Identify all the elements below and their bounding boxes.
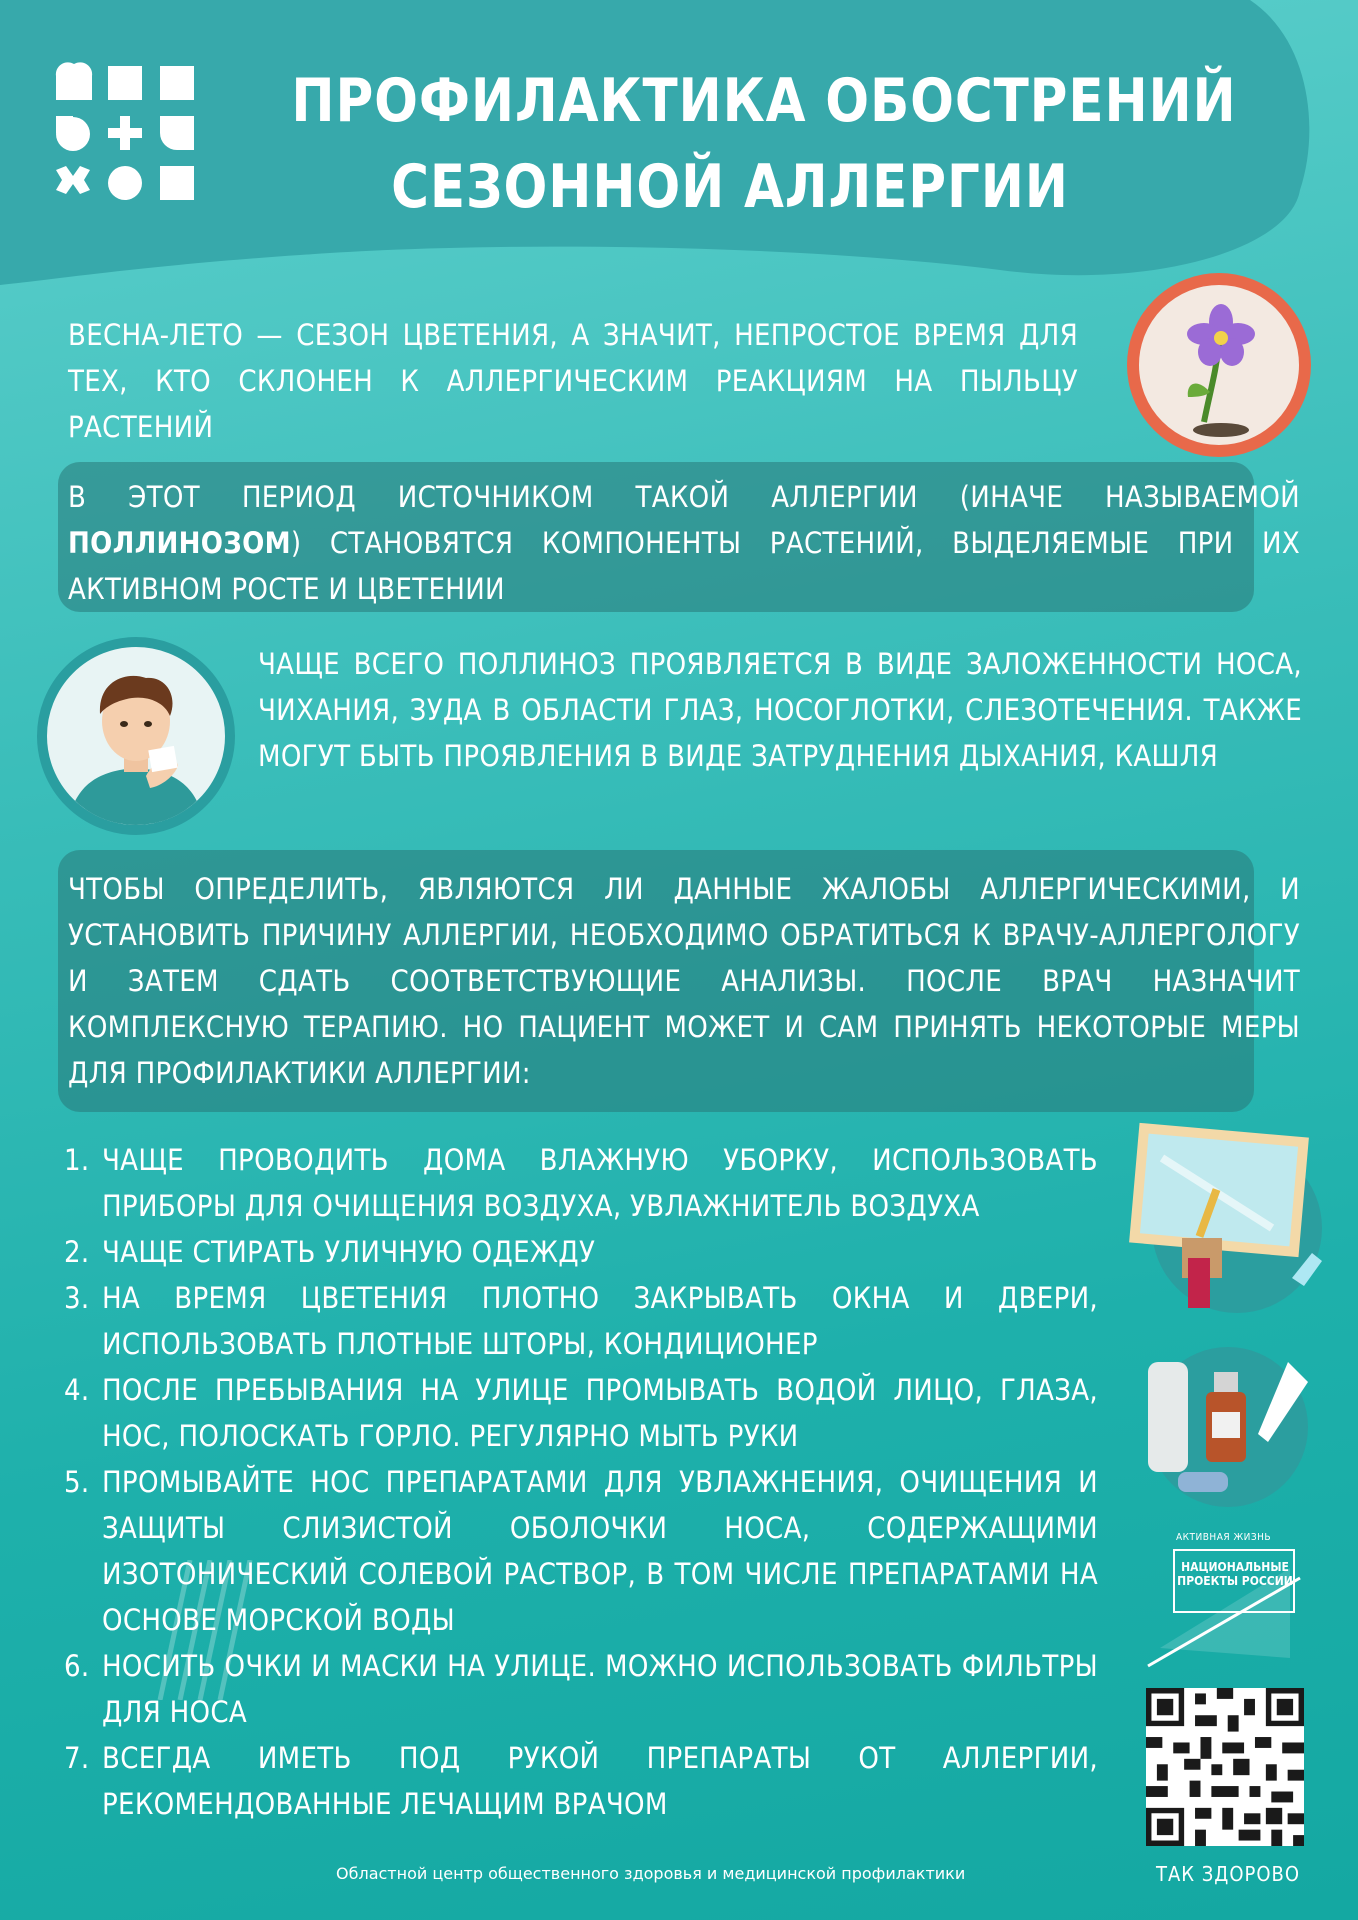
pollinosis-text [68, 474, 1300, 612]
title-line-2: СЕЗОННОЙ АЛЛЕРГИИ [391, 152, 1069, 222]
national-projects-tagline: АКТИВНАЯ ЖИЗНЬ [1176, 1532, 1272, 1543]
list-item-text: НОСИТЬ ОЧКИ И МАСКИ НА УЛИЦЕ. МОЖНО ИСПОЛЬЗОВАТЬ ФИЛЬТРЫ ДЛЯ НОСА [102, 1649, 1098, 1729]
medication-illustration [1128, 1332, 1328, 1512]
footer-organization: Областной центр общественного здоровья и медицинской профилактики [336, 1864, 966, 1883]
list-item [64, 1229, 1098, 1275]
list-item [64, 1735, 1098, 1827]
list-item-text: ВСЕГДА ИМЕТЬ ПОД РУКОЙ ПРЕПАРАТЫ ОТ АЛЛЕРГИИ, РЕКОМЕНДОВАННЫЕ ЛЕЧАЩИМ ВРАЧОМ [102, 1741, 1098, 1821]
list-item-text: ЧАЩЕ ПРОВОДИТЬ ДОМА ВЛАЖНУЮ УБОРКУ, ИСПОЛЬЗОВАТЬ ПРИБОРЫ ДЛЯ ОЧИЩЕНИЯ ВОЗДУХА, УВЛАЖНИТЕЛЬ ВОЗДУХА [102, 1143, 1098, 1223]
list-item [64, 1275, 1098, 1367]
list-item-text: ПОСЛЕ ПРЕБЫВАНИЯ НА УЛИЦЕ ПРОМЫВАТЬ ВОДОЙ ЛИЦО, ГЛАЗА, НОС, ПОЛОСКАТЬ ГОРЛО. РЕГУЛЯРНО МЫТЬ РУКИ [102, 1373, 1098, 1453]
list-item-number: 5. [64, 1465, 90, 1499]
intro-text: ВЕСНА-ЛЕТО — СЕЗОН ЦВЕТЕНИЯ, А ЗНАЧИТ, НЕПРОСТОЕ ВРЕМЯ ДЛЯ ТЕХ, КТО СКЛОНЕН К АЛЛЕРГИЧЕСКИМ РЕАКЦИЯМ НА ПЫЛЬЦУ РАСТЕНИЙ [68, 318, 1078, 444]
flower-illustration [1126, 272, 1312, 458]
list-item-number: 1. [64, 1143, 90, 1177]
qr-code[interactable] [1146, 1688, 1304, 1846]
title-line-1: ПРОФИЛАКТИКА ОБОСТРЕНИЙ [291, 66, 1237, 136]
symptoms-text: ЧАЩЕ ВСЕГО ПОЛЛИНОЗ ПРОЯВЛЯЕТСЯ В ВИДЕ ЗАЛОЖЕННОСТИ НОСА, ЧИХАНИЯ, ЗУДА В ОБЛАСТИ ГЛАЗ, НОСОГЛОТКИ, СЛЕЗОТЕЧЕНИЯ. ТАКЖЕ МОГУТ БЫТЬ ПРОЯВЛЕНИЯ В ВИДЕ ЗАТРУДНЕНИЯ ДЫХАНИЯ, КАШЛЯ [258, 647, 1302, 773]
list-item [64, 1367, 1098, 1459]
list-item-number: 7. [64, 1741, 90, 1775]
list-item-number: 2. [64, 1235, 90, 1269]
diagnosis-text: ЧТОБЫ ОПРЕДЕЛИТЬ, ЯВЛЯЮТСЯ ЛИ ДАННЫЕ ЖАЛОБЫ АЛЛЕРГИЧЕСКИМИ, И УСТАНОВИТЬ ПРИЧИНУ АЛЛЕРГИИ, НЕОБХОДИМО ОБРАТИТЬСЯ К ВРАЧУ-АЛЛЕРГОЛОГУ И ЗАТЕМ СДАТЬ СООТВЕТСТВУЮЩИЕ АНАЛИЗЫ. ПОСЛЕ ВРАЧ НАЗНАЧИТ КОМПЛЕКСНУЮ ТЕРАПИЮ. НО ПАЦИЕНТ МОЖЕТ И САМ ПРИНЯТЬ НЕКОТОРЫЕ МЕРЫ ДЛЯ ПРОФИЛАКТИКИ АЛЛЕРГИИ: [68, 872, 1300, 1090]
page-title [291, 58, 1237, 230]
list-item [64, 1643, 1098, 1735]
pollinosis-text-part1: В ЭТОТ ПЕРИОД ИСТОЧНИКОМ ТАКОЙ АЛЛЕРГИИ (ИНАЧЕ НАЗЫВАЕМОЙ [68, 480, 1300, 514]
list-item-text: ПРОМЫВАЙТЕ НОС ПРЕПАРАТАМИ ДЛЯ УВЛАЖНЕНИЯ, ОЧИЩЕНИЯ И ЗАЩИТЫ СЛИЗИСТОЙ ОБОЛОЧКИ НОСА, СОДЕРЖАЩИМИ ИЗОТОНИЧЕСКИЙ СОЛЕВОЙ РАСТВОР, В ТОМ ЧИСЛЕ ПРЕПАРАТАМИ НА ОСНОВЕ МОРСКОЙ ВОДЫ [102, 1465, 1098, 1637]
prevention-tips-list [64, 1137, 1098, 1827]
window-cleaning-illustration [1122, 1118, 1332, 1318]
list-item-text: НА ВРЕМЯ ЦВЕТЕНИЯ ПЛОТНО ЗАКРЫВАТЬ ОКНА И ДВЕРИ, ИСПОЛЬЗОВАТЬ ПЛОТНЫЕ ШТОРЫ, КОНДИЦИОНЕР [102, 1281, 1098, 1361]
sneezing-person-illustration [36, 636, 236, 836]
brand-logo [52, 58, 202, 208]
pollinosis-term: ПОЛЛИНОЗОМ [68, 526, 291, 560]
national-projects-name: НАЦИОНАЛЬНЫЕ ПРОЕКТЫ РОССИИ [1177, 1560, 1293, 1588]
list-item [64, 1137, 1098, 1229]
list-item-text: ЧАЩЕ СТИРАТЬ УЛИЧНУЮ ОДЕЖДУ [102, 1235, 596, 1269]
list-item-number: 4. [64, 1373, 90, 1407]
qr-caption: ТАК ЗДОРОВО [1155, 1862, 1301, 1886]
list-item [64, 1459, 1098, 1643]
pollinosis-text-part2: ) СТАНОВЯТСЯ КОМПОНЕНТЫ РАСТЕНИЙ, ВЫДЕЛЯЕМЫЕ ПРИ ИХ АКТИВНОМ РОСТЕ И ЦВЕТЕНИИ [68, 526, 1300, 606]
list-item-number: 6. [64, 1649, 90, 1683]
list-item-number: 3. [64, 1281, 90, 1315]
